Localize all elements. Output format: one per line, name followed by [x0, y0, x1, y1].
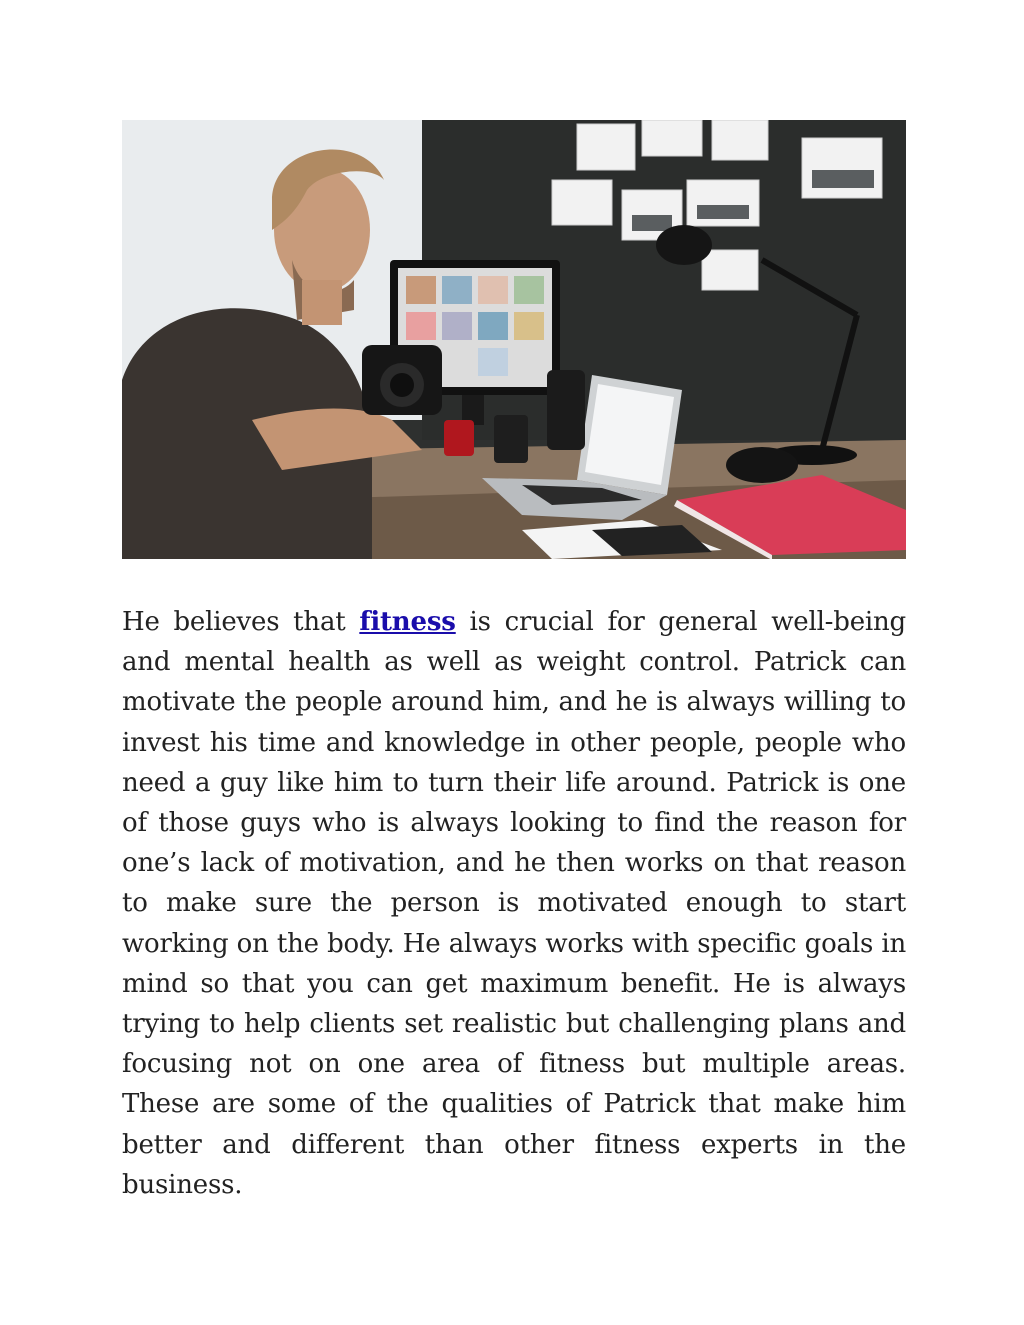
fitness-link[interactable]: fitness [359, 607, 456, 637]
paragraph-text-before-link: He believes that [122, 607, 360, 637]
article-paragraph [122, 602, 906, 1205]
paragraph-text-after-link: is crucial for general well-being and mental health as well as weight control. Patrick can motivate the people around him, and he is always willing to invest his time and knowledge in other people, people who need a guy like him to turn their life around. Patrick is one of those guys who is always looking to find the reason for one’s lack of motivation, and he then works on that reason to make sure the person is motivated enough to start working on the body. He always works with specific goals in mind so that you can get maximum benefit. He is always trying to help clients set realistic but challenging plans and focusing not on one area of fitness but multiple areas. These are some of the qualities of Patrick that make him better and different than other fitness experts in the business. [122, 607, 906, 1200]
article-photo [122, 120, 906, 559]
